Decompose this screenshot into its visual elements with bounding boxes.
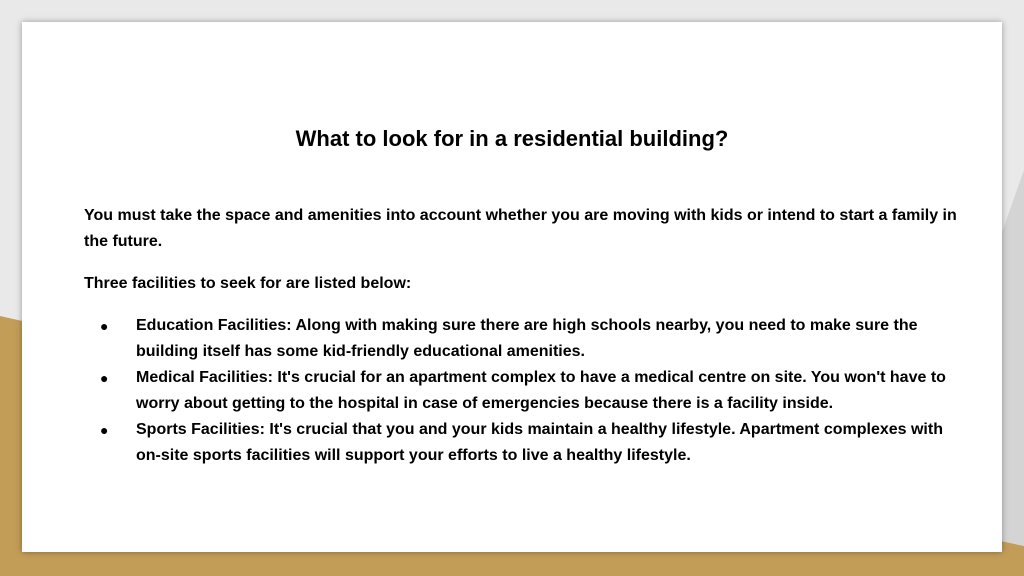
list-item xyxy=(84,313,964,365)
slide-title: What to look for in a residential building? xyxy=(295,126,729,151)
bullet-icon: ● xyxy=(100,318,109,334)
list-item xyxy=(84,417,964,469)
slide-body xyxy=(84,203,964,469)
list-item-text: Sports Facilities: It's crucial that you and your kids maintain a healthy lifestyle. Apartment complexes with on-site sports facilities will support your efforts to live a healthy lifestyle. xyxy=(136,421,943,464)
content-card xyxy=(22,22,1002,552)
intro-paragraph: You must take the space and amenities into account whether you are moving with kids or intend to start a family in the future. xyxy=(84,207,957,250)
bullet-icon: ● xyxy=(100,422,109,438)
lead-paragraph: Three facilities to seek for are listed below: xyxy=(84,275,412,292)
bullet-icon: ● xyxy=(100,370,109,386)
list-item xyxy=(84,365,964,417)
list-item-text: Education Facilities: Along with making sure there are high schools nearby, you need to make sure the building itself has some kid-friendly educational amenities. xyxy=(136,317,918,360)
list-item-text: Medical Facilities: It's crucial for an apartment complex to have a medical centre on site. You won't have to worry about getting to the hospital in case of emergencies because there is a facility inside. xyxy=(136,369,946,412)
facility-list xyxy=(84,313,964,469)
